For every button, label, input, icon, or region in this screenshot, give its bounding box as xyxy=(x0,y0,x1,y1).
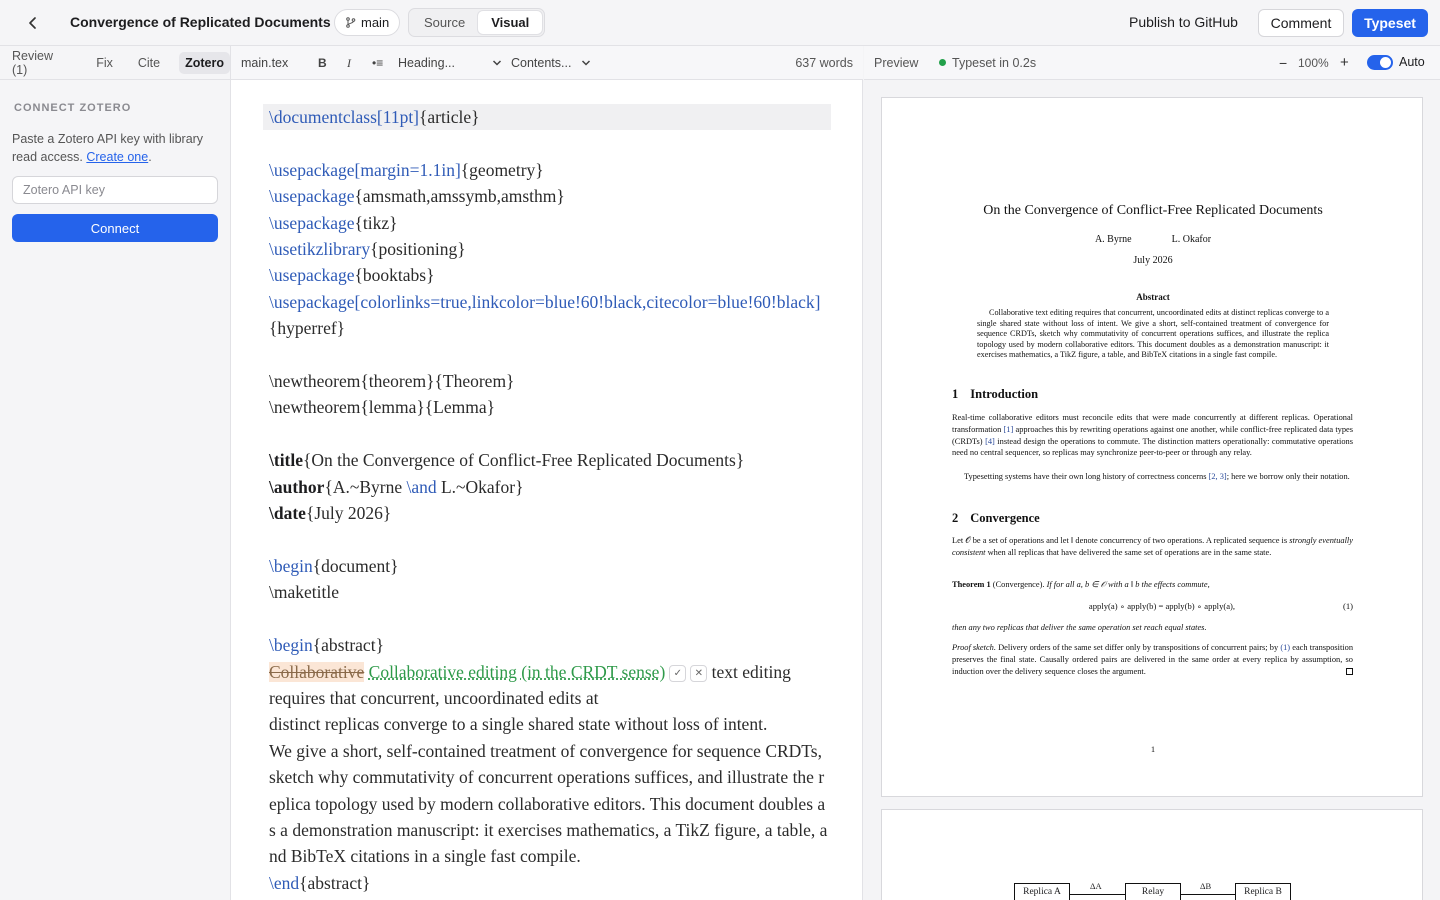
code-line: \usepackage[margin=1.1in]{geometry} xyxy=(269,159,544,180)
mode-toggle xyxy=(408,8,545,37)
code-line xyxy=(269,342,829,368)
code-line xyxy=(269,527,829,553)
create-one-link[interactable]: Create one xyxy=(86,150,149,164)
file-name: main.tex xyxy=(241,56,289,70)
git-branch-icon xyxy=(345,17,356,28)
figure-edge-label: ΔA xyxy=(1090,881,1102,891)
code-line: \begin{abstract} xyxy=(269,635,384,656)
suggestion-deletion: Collaborative xyxy=(269,661,365,682)
comment-button[interactable]: Comment xyxy=(1258,9,1344,37)
tab-fix[interactable]: Fix xyxy=(96,55,113,70)
document-title: Convergence of Replicated Documents xyxy=(70,14,331,30)
code-line: \usetikzlibrary{positioning} xyxy=(269,239,466,260)
reject-suggestion-button[interactable]: ✕ xyxy=(690,665,707,682)
code-line-suggestion: Collaborative Collaborative editing (in the CRDT sense) ✓ ✕ text editing xyxy=(269,661,791,682)
list-button[interactable]: •≡ xyxy=(372,56,384,70)
zoom-out-button[interactable]: − xyxy=(1279,55,1288,71)
branch-name: main xyxy=(361,15,390,30)
chevron-down-icon xyxy=(581,56,591,70)
code-line: \date{July 2026} xyxy=(269,503,392,524)
code-line: \title{On the Convergence of Conflict-Free Replicated Documents} xyxy=(269,450,745,471)
source-editor[interactable] xyxy=(231,80,863,900)
suggestion-insertion: Collaborative editing (in the CRDT sense) xyxy=(368,661,666,682)
abstract-text: Collaborative text editing requires that concurrent, uncoordinated edits at distinct replicas converge to a single shared state without loss of intent. We give a short, self-contained treatment of convergence for sequence CRDTs, sketch why commutativity of concurrent operations suffices, and illustrate the replica topology used by modern collaborative editors. This document doubles as a demonstration manuscript: it exercises mathematics, a TikZ figure, a table, and BibTeX citations in a single fast compile. xyxy=(977,308,1329,359)
top-bar xyxy=(0,0,1440,46)
paper-authors xyxy=(882,234,1424,245)
zoom-in-button[interactable]: + xyxy=(1340,54,1349,71)
tab-cite[interactable]: Cite xyxy=(137,55,161,70)
code-line: \newtheorem{lemma}{Lemma} xyxy=(269,397,496,418)
figure-node-relay: Relay xyxy=(1125,883,1181,900)
accept-suggestion-button[interactable]: ✓ xyxy=(669,665,686,682)
code-line: \usepackage{tikz} xyxy=(269,212,398,233)
heading-select[interactable] xyxy=(398,56,502,70)
figure-node-replica-b: Replica B xyxy=(1235,883,1291,900)
code-line: We give a short, self-contained treatment of convergence for sequence CRDTs, sketch why commutativity of concurrent operations suffices, and illustrate the replica topology used by modern collaborative editors. This document doubles as a demonstration manuscript: it exercises mathematics, a TikZ figure, a table, and BibTeX citations in a single fast compile. xyxy=(269,740,828,867)
section-paragraph: Let 𝒪 be a set of operations and let ‖ denote concurrency of two operations. A replicated sequence is strongly eventually consistent when all replicas that have delivered the same set of operations are in the same state. xyxy=(952,536,1353,557)
connect-description xyxy=(12,130,217,166)
section-heading: 1 Introduction xyxy=(952,387,1039,401)
code-line: \maketitle xyxy=(269,582,339,603)
left-tabs xyxy=(0,46,230,80)
left-panel xyxy=(0,46,231,900)
tab-review[interactable]: Review (1) xyxy=(12,48,53,77)
pdf-preview[interactable] xyxy=(864,80,1440,900)
preview-label: Preview xyxy=(874,56,919,70)
author: A. Byrne xyxy=(1094,234,1132,245)
bold-button[interactable]: B xyxy=(318,56,327,70)
pdf-page-2 xyxy=(881,809,1423,900)
code-lines xyxy=(269,104,829,896)
typeset-status: Typeset in 0.2s xyxy=(952,56,1037,70)
proof: Proof sketch. Delivery orders of the same set differ only by transpositions of concurrent pairs; by (1) each transposition preserves the final state. Causally ordered pairs are delivered in the same order at every replica by assumption, so induction over the delivery sequence closes the argument. xyxy=(952,643,1354,676)
section-paragraph: Typesetting systems have their own long history of correctness concerns [2, 3]; here we borrow only their notation. xyxy=(964,472,1350,481)
code-line: distinct replicas converge to a single shared state without loss of intent. xyxy=(269,714,768,735)
qed-box xyxy=(1346,668,1353,675)
code-line: \end{abstract} xyxy=(269,872,371,893)
code-line: \documentclass[11pt]{article} xyxy=(269,107,480,127)
theorem-conclusion: then any two replicas that deliver the same operation set reach equal states. xyxy=(952,623,1207,632)
chevron-left-icon xyxy=(26,16,40,30)
page-number: 1 xyxy=(1150,744,1156,754)
editor-toolbar xyxy=(231,46,863,80)
code-line: \begin{document} xyxy=(269,555,399,576)
code-line: requires that concurrent, uncoordinated edits at xyxy=(269,687,599,708)
status-dot xyxy=(939,59,946,66)
contents-select-label: Contents... xyxy=(511,56,572,70)
connect-description-end: . xyxy=(148,150,152,164)
section-heading: 2 Convergence xyxy=(952,511,1040,525)
paper-title: On the Convergence of Conflict-Free Replicated Documents xyxy=(983,203,1323,218)
code-line xyxy=(269,421,829,447)
code-line xyxy=(269,606,829,632)
heading-select-label: Heading... xyxy=(398,56,455,70)
connect-button[interactable]: Connect xyxy=(12,214,218,242)
zoom-level: 100% xyxy=(1298,56,1329,70)
abstract-heading: Abstract xyxy=(1136,292,1170,302)
branch-selector[interactable] xyxy=(334,9,400,36)
code-line: \usepackage[colorlinks=true,linkcolor=blue!60!black,citecolor=blue!60!black]{hyperref} xyxy=(269,291,821,339)
connect-description-text: Paste a Zotero API key with library read access. xyxy=(12,132,204,164)
figure-edge xyxy=(1181,894,1235,895)
figure-edge-label: ΔB xyxy=(1200,881,1212,891)
code-line xyxy=(269,130,829,156)
code-line: \usepackage{booktabs} xyxy=(269,265,435,286)
back-button[interactable] xyxy=(22,12,44,34)
mode-visual-button[interactable]: Visual xyxy=(478,11,542,34)
preview-toolbar xyxy=(864,46,1440,80)
contents-select[interactable] xyxy=(511,56,591,70)
code-line: \newtheorem{theorem}{Theorem} xyxy=(269,371,515,392)
pdf-page: On the Convergence of Conflict-Free Replicated Documents A. Byrne L. Okafor July 2026 Abstract Collaborative text editing requires that concurrent, uncoordinated edits at distinct replicas converge to a single shared state without loss of intent. We give a short, self-contained treatment of convergence for sequence CRDTs, sketch why commutativity of concurrent operations suffices, and illustrate the replica topology used by modern collaborative editors. This document doubles as a demonstration manuscript: it exercises mathematics, a TikZ figure, a table, and BibTeX citations in a single fast compile. 1 Introduction Real-time collaborative editors must reconcile edits that were made concurrently at different replicas. Operational transformation [1] approaches this by rewriting operations against one another, while conflict-free replicated data types (CRDTs) [4] instead design the operations to commute. The distinction matters operationally: commutative operations need no central sequencer, so replicas may synchronize peer-to-peer or through any relay. Typesetting systems have their own long history of correctness concerns [2, 3]; here we borrow only their notation. 2 Convergence Let 𝒪 be a set of operations and let ‖ denote concurrency of two operations. A replicated sequence is strongly eventually consistent when all replicas that have delivered the same set of operations are in the same state. Theorem 1 (Convergence). If for all a, b ∈ 𝒪 with a ‖ b the effects commute, apply(a) ∘ apply(b) = apply(b) ∘ apply(a), (1) then any two replicas that deliver the same operation set reach equal states. Proof sketch. Delivery orders of the same set differ only by transpositions of concurrent pairs; by (1) each transposition preserves the final state. Causally ordered pairs are delivered in the same order at every replica by assumption, so induction over the delivery sequence closes the argument. 1 xyxy=(881,97,1423,797)
tab-zotero[interactable]: Zotero xyxy=(179,52,230,74)
typeset-button[interactable]: Typeset xyxy=(1352,9,1428,37)
connect-zotero-heading: CONNECT ZOTERO xyxy=(14,102,132,114)
figure-edge xyxy=(1070,894,1125,895)
code-line: \usepackage{amsmath,amssymb,amsthm} xyxy=(269,186,565,207)
paper-date: July 2026 xyxy=(1133,255,1173,266)
publish-github-button[interactable]: Publish to GitHub xyxy=(1129,14,1238,30)
author: L. Okafor xyxy=(1171,234,1212,245)
zotero-api-key-input[interactable] xyxy=(12,176,218,204)
auto-label: Auto xyxy=(1399,55,1425,69)
chevron-down-icon xyxy=(492,56,502,70)
figure-node-replica-a: Replica A xyxy=(1014,883,1070,900)
theorem: Theorem 1 (Convergence). If for all a, b ∈ 𝒪 with a ‖ b the effects commute, xyxy=(952,580,1210,589)
code-line: \author{A.~Byrne \and L.~Okafor} xyxy=(269,476,524,497)
mode-source-button[interactable]: Source xyxy=(424,15,466,30)
section-paragraph: Real-time collaborative editors must reconcile edits that were made concurrently at different replicas. Operational transformation [1] approaches this by rewriting operations against one another, while conflict-free replicated data types (CRDTs) [4] instead design the operations to commute. The distinction matters operationally: commutative operations need no central sequencer, so replicas may synchronize peer-to-peer or through any relay. xyxy=(952,413,1353,458)
word-count: 637 words xyxy=(795,56,853,70)
italic-button[interactable]: I xyxy=(347,56,351,70)
auto-typeset-toggle[interactable] xyxy=(1367,55,1393,70)
